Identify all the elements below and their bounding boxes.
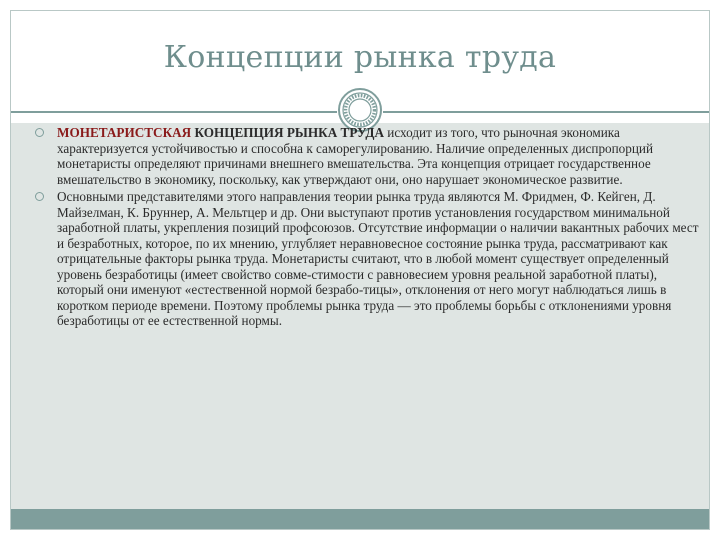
title-divider-left xyxy=(11,111,337,113)
paragraph-text: исходит из того, что рыночная экономика характеризуется устойчивостью и способна к саморегулированию. Наличие определенных диспропорций монетаристы определяют причинами внешнего вмешательства. Эта концепция отрицает государственное вмешательство в экономику, поскольку, как утверждают они, оно нарушает экономическое развитие. xyxy=(57,125,654,187)
slide-title: Концепции рынка труда xyxy=(163,40,557,75)
term-monetarist: МОНЕТАРИСТСКАЯ xyxy=(57,125,192,140)
bullet-paragraph-2 xyxy=(31,189,699,329)
paragraph-text: Основными представителями этого направления теории рынка труда являются М. Фридмен, Ф. Кейген, Д. Майзелман, К. Бруннер, А. Мельтцер и др. Они выступают против установления государством минимальной заработной платы, укрепления позиций профсоюзов. Отсутствие информации о наличии вакантных рабочих мест и безработных, которое, по их мнению, углубляет неравновесное состояние рынка труда, рассматривают как отрицательные факторы рынка труда. Монетаристы считают, что в любой момент существует определенный уровень безработицы (имеет свойство совме-стимости с равновесием уровня реальной заработной платы), который они именуют «естественной нормой безрабо-тицы», отклонения от него могут наблюдаться лишь в коротком периоде времени. Поэтому проблемы рынка труда — это проблемы борьбы с отклонениями уровня безработицы от ее естественной нормы. xyxy=(57,189,699,328)
title-divider-right xyxy=(383,111,709,113)
slide xyxy=(10,10,710,530)
footer-bar xyxy=(11,509,709,529)
slide-content xyxy=(31,125,699,331)
term-concept: КОНЦЕПЦИЯ РЫНКА ТРУДА xyxy=(191,125,384,140)
bullet-paragraph-1 xyxy=(31,125,699,187)
bullet-circle-icon xyxy=(35,128,44,137)
bullet-circle-icon xyxy=(35,192,44,201)
